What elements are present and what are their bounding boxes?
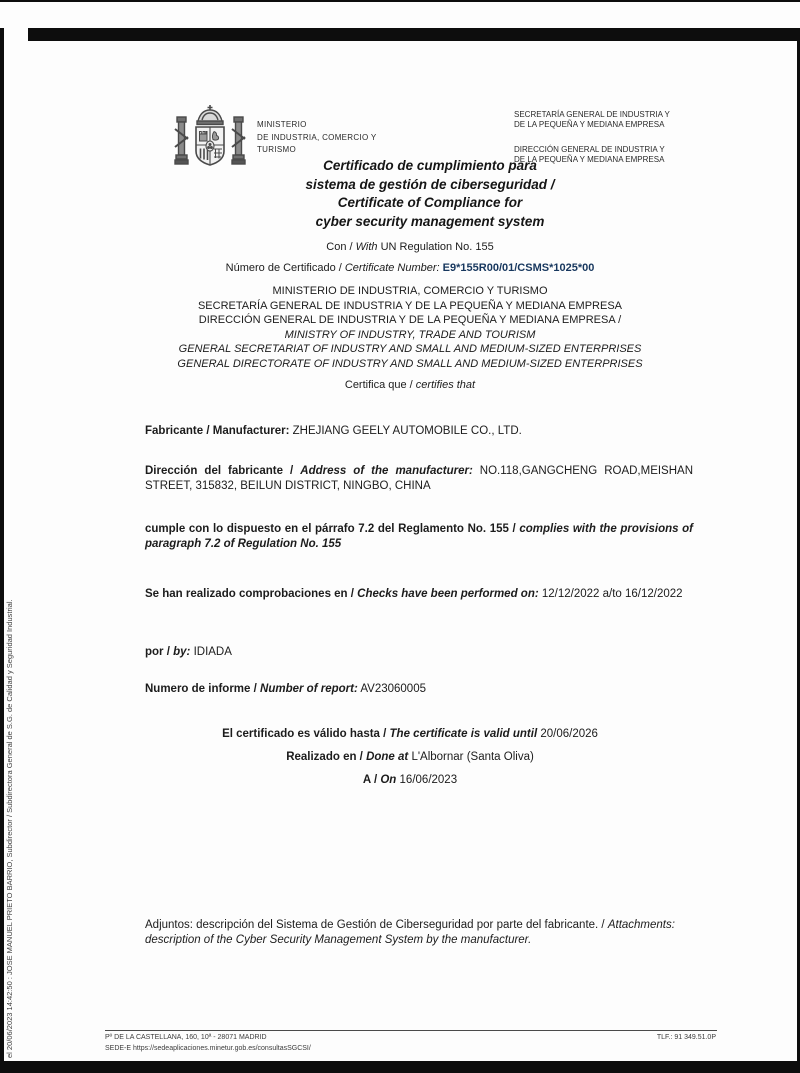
- signature-side-note: el 20/06/2023 14:42:50 : JOSE MANUEL PRIETO BARRIO, Subdirector / Subdirectora General de S.G. de Calidad y Seguridad Industrial.: [5, 599, 14, 1058]
- checks-line: [145, 587, 693, 602]
- document-title-line: cyber security management system: [315, 213, 545, 229]
- performed-by-line: [145, 645, 693, 660]
- manufacturer-address-line: [145, 464, 693, 494]
- direccion-line: DIRECCIÓN GENERAL DE INDUSTRIA Y: [514, 145, 665, 154]
- on-date-en: On: [380, 774, 397, 786]
- direccion-line: DE LA PEQUEÑA Y MEDIANA EMPRESA: [514, 154, 665, 164]
- certificate-number-line: [110, 262, 710, 274]
- footer-address: Pº DE LA CASTELLANA, 160, 10ª - 28071 MADRID: [105, 1034, 267, 1041]
- certificate-label-en: Certificate Number:: [344, 262, 440, 274]
- ministry-name: [257, 119, 377, 157]
- valid-until-date: 20/06/2026: [537, 728, 598, 740]
- certifies-es: Certifica que /: [344, 379, 416, 391]
- authority-line-en: GENERAL SECRETARIAT OF INDUSTRY AND SMALL AND MEDIUM-SIZED ENTERPRISES: [178, 343, 642, 356]
- compliance-es: cumple con lo dispuesto en el párrafo 7.2 del Reglamento No. 155 /: [145, 523, 520, 535]
- done-at-es: Realizado en /: [286, 751, 367, 763]
- regulation-rest: UN Regulation No. 155: [377, 241, 494, 253]
- checks-en: Checks have been performed on:: [357, 588, 539, 600]
- certificate-number-value: E9*155R00/01/CSMS*1025*00: [439, 262, 595, 274]
- manufacturer-value: ZHEJIANG GEELY AUTOMOBILE CO., LTD.: [289, 425, 522, 437]
- valid-until-es: El certificado es válido hasta /: [222, 728, 390, 740]
- report-number-line: [145, 682, 693, 697]
- certifies-line: [110, 379, 710, 391]
- checks-es: Se han realizado comprobaciones en /: [145, 588, 358, 600]
- valid-until-en: The certificate is valid until: [389, 728, 538, 740]
- secretaria-line: SECRETARÍA GENERAL DE INDUSTRIA Y: [514, 110, 670, 119]
- footer-phone: TLF.: 91 349.51.0P: [656, 1034, 716, 1041]
- issuing-authority-block: [100, 284, 720, 372]
- report-value: AV23060005: [357, 683, 426, 695]
- attachments-es: Adjuntos: descripción del Sistema de Gestión de Ciberseguridad por parte del fabricante. /: [145, 919, 608, 931]
- manufacturer-line: [145, 424, 693, 439]
- on-date-line: [110, 773, 710, 788]
- authority-line-es: MINISTERIO DE INDUSTRIA, COMERCIO Y TURISMO: [272, 285, 548, 297]
- ministry-name-line: DE INDUSTRIA, COMERCIO Y: [257, 132, 377, 142]
- ministry-name-line: MINISTERIO: [257, 120, 307, 129]
- regulation-en: With: [355, 241, 378, 253]
- manufacturer-label: Fabricante / Manufacturer:: [145, 425, 290, 437]
- authority-line-es: SECRETARÍA GENERAL DE INDUSTRIA Y DE LA PEQUEÑA Y MEDIANA EMPRESA: [197, 299, 623, 312]
- by-en: by:: [173, 646, 191, 658]
- footer-address-block: [105, 1032, 555, 1054]
- regulation-es: Con /: [326, 241, 356, 253]
- on-date-es: A /: [362, 774, 381, 786]
- checks-dates: 12/12/2022 a/to 16/12/2022: [538, 588, 683, 600]
- report-es: Numero de informe /: [145, 683, 261, 695]
- footer-rule: [105, 1030, 717, 1031]
- address-value: NO.118,GANGCHENG ROAD,MEISHAN STREET, 315832, BEILUN DISTRICT, NINGBO, CHINA: [145, 465, 694, 492]
- scan-border-left: [0, 28, 4, 1073]
- done-at-place: L'Albornar (Santa Oliva): [408, 751, 534, 763]
- certificate-label-es: Número de Certificado /: [225, 262, 345, 274]
- certifies-en: certifies that: [415, 379, 476, 391]
- scan-border-bottom: [0, 1061, 800, 1073]
- document-title-line: sistema de gestión de ciberseguridad /: [305, 176, 555, 192]
- document-title: [230, 157, 630, 231]
- attachments-line: [145, 918, 693, 948]
- compliance-line: [145, 522, 693, 552]
- done-at-en: Done at: [366, 751, 409, 763]
- secretaria-line: DE LA PEQUEÑA Y MEDIANA EMPRESA: [514, 119, 665, 129]
- ministry-name-line: TURISMO: [257, 145, 296, 154]
- by-es: por /: [145, 646, 174, 658]
- regulation-line: [110, 241, 710, 253]
- attachments-en: Attachments: description of the Cyber Security Management System by the manufacturer.: [145, 919, 675, 946]
- scan-border-top-band: [28, 28, 800, 41]
- on-date-value: 16/06/2023: [396, 774, 458, 786]
- footer-sede-url: SEDE-E https://sedeaplicaciones.minetur.gob.es/consultasSGCSI/: [105, 1045, 311, 1052]
- done-at-line: [110, 750, 710, 765]
- report-en: Number of report:: [260, 683, 358, 695]
- authority-line-es: DIRECCIÓN GENERAL DE INDUSTRIA Y DE LA PEQUEÑA Y MEDIANA EMPRESA /: [198, 314, 622, 327]
- valid-until-line: [110, 727, 710, 742]
- secretaria-general-block: [514, 110, 670, 129]
- authority-line-en: MINISTRY OF INDUSTRY, TRADE AND TOURISM: [284, 328, 536, 341]
- document-title-line: Certificate of Compliance for: [337, 195, 523, 210]
- scan-border-top-edge: [0, 0, 800, 2]
- address-label-es: Dirección del fabricante /: [145, 465, 301, 477]
- by-value: IDIADA: [190, 646, 232, 658]
- authority-line-en: GENERAL DIRECTORATE OF INDUSTRY AND SMALL AND MEDIUM-SIZED ENTERPRISES: [177, 357, 643, 370]
- compliance-en: complies with the provisions of paragraph 7.2 of Regulation No. 155: [145, 523, 693, 550]
- document-title-line: Certificado de cumplimiento para: [323, 158, 537, 173]
- address-label-en: Address of the manufacturer:: [300, 465, 473, 477]
